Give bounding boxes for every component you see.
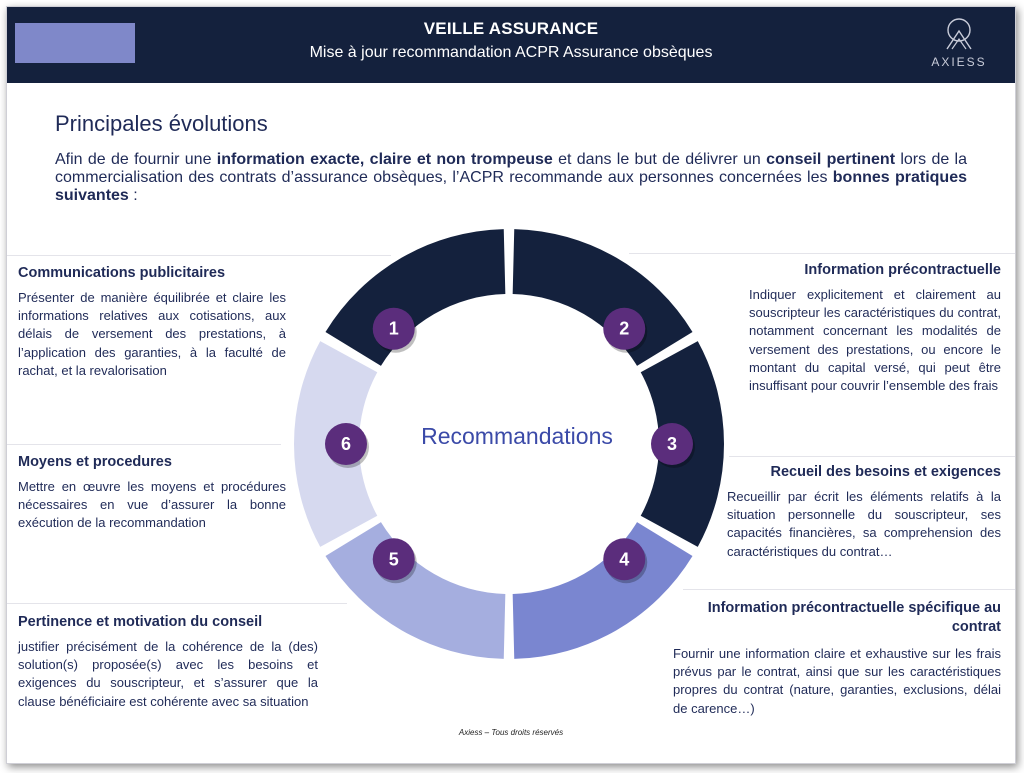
block-info-specifique-text: Fournir une information claire et exhaustive sur les frais prévus par le contrat, ainsi que sur les caractéristiques propres du contrat (nature, garanties, exclusions, délai de carence…) — [673, 646, 1001, 716]
block-info-precontractuelle-title: Information précontractuelle — [804, 262, 1001, 278]
block-recueil-besoins-title: Recueil des besoins et exigences — [770, 464, 1001, 480]
intro-text-4: : — [128, 187, 138, 204]
header-title: VEILLE ASSURANCE — [423, 19, 599, 38]
badge-2-label: 2 — [619, 318, 630, 339]
intro-text-1: Afin de de fournir une — [55, 151, 217, 168]
block-pertinence-text: justifier précisément de la cohérence de la (des) solution(s) proposée(s) avec les besoins et exigences du souscripteur, et s’assurer que la clause bénéficiaire est cohérente avec sa situation — [18, 639, 318, 709]
intro-text-2: et dans le but de délivrer un — [552, 151, 767, 168]
slide — [6, 6, 1016, 764]
block-pertinence-title: Pertinence et motivation du conseil — [18, 614, 263, 630]
ring-segment-2 — [513, 229, 693, 366]
badge-1-label: 1 — [388, 318, 399, 339]
block-info-specifique-title: Information précontractuelle spécifique au contrat — [707, 600, 1001, 635]
block-communications-title: Communications publicitaires — [18, 265, 226, 281]
intro-bold-1: information exacte, claire et non trompeuse — [216, 151, 553, 168]
badge-5-label: 5 — [388, 549, 399, 570]
badge-3-label: 3 — [666, 434, 678, 454]
badge-4-label: 4 — [619, 549, 630, 570]
block-communications-text: Présenter de manière équilibrée et claire les informations relatives aux cotisations, aux délais de versement des prestations, à l’application des garanties, à la faculté de rachat, et la revalorisation — [18, 290, 286, 378]
block-recueil-besoins-text: Recueillir par écrit les éléments relatifs à la situation personnelle du souscripteur, ses capacités financières, sa comprehension des caractéristiques du contrat… — [727, 489, 1001, 559]
intro-bold-3: bonnes pratiques suivantes — [55, 169, 967, 204]
footer-copyright: Axiess – Tous droits réservés — [458, 728, 564, 737]
block-info-precontractuelle-text: Indiquer explicitement et clairement au souscripteur les caractéristiques du contrat, notamment concernant les modalités de versement des prestations, ou encore le montant du capital versé, qui peut être insuffisant pour couvrir l’ensemble des frais — [749, 287, 1001, 394]
header-subtitle: Mise à jour recommandation ACPR Assurance obsèques — [309, 44, 713, 61]
intro-text-3: lors de la commercialisation des contrats d’assurance obsèques, l’ACPR recommande aux personnes concernées les — [55, 151, 968, 186]
intro-bold-2: conseil pertinent — [766, 151, 896, 168]
center-label: Recommandations — [421, 423, 613, 449]
logo-text: AXIESS — [931, 55, 987, 69]
block-moyens-title: Moyens et procedures — [18, 454, 172, 470]
badge-6-label: 6 — [340, 434, 352, 454]
recommendations-ring — [7, 7, 1015, 763]
ring-segment-5 — [325, 522, 505, 659]
ring-segment-4 — [513, 522, 693, 659]
ring-segment-1 — [325, 229, 505, 366]
section-title: Principales évolutions — [55, 111, 268, 136]
block-moyens-text: Mettre en œuvre les moyens et procédures nécessaires en vue d’assurer la bonne exécution de la recommandation — [18, 479, 286, 531]
